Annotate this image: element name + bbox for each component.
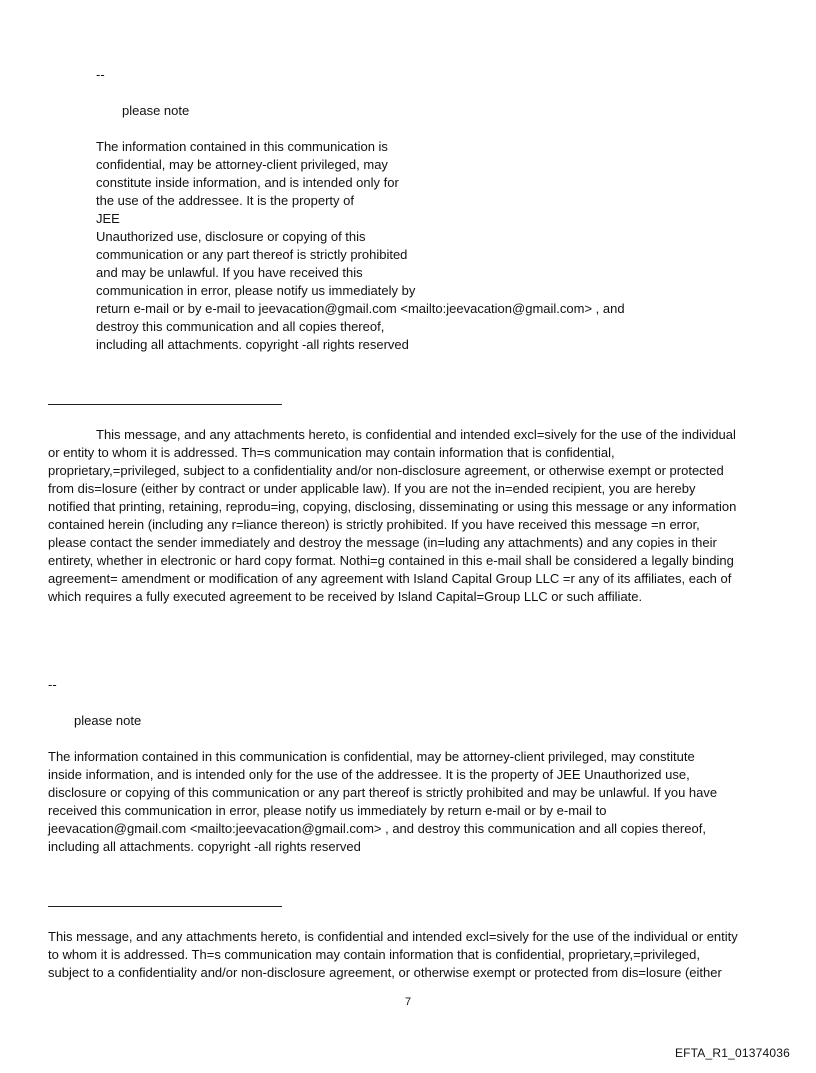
text-line: which requires a fully executed agreement to be received by Island Capital=Group LLC or such affiliate. xyxy=(48,589,643,604)
text-line: proprietary,=privileged, subject to a confidentiality and/or non-disclosure agreement, or otherwise exempt or protected xyxy=(48,463,724,478)
text-line: the use of the addressee. It is the property of xyxy=(96,193,354,208)
text-line: This message, and any attachments hereto, is confidential and intended excl=sively for the use of the individual or entity xyxy=(48,929,738,944)
separator-dashes: -- xyxy=(48,677,57,692)
text-line: destroy this communication and all copies thereof, xyxy=(96,319,385,334)
text-line-email: return e-mail or by e-mail to jeevacation@gmail.com <mailto:jeevacation@gmail.com> , and xyxy=(96,301,625,316)
text-line: The information contained in this communication is confidential, may be attorney-client privileged, may constitute xyxy=(48,749,695,764)
text-line-email: jeevacation@gmail.com <mailto:jeevacation@gmail.com> , and destroy this communication and all copies thereof, xyxy=(48,821,706,836)
text-line: constitute inside information, and is intended only for xyxy=(96,175,399,190)
text-line: agreement= amendment or modification of any agreement with Island Capital Group LLC =r any of its affiliates, each of xyxy=(48,571,732,586)
text-line: including all attachments. copyright -all rights reserved xyxy=(96,337,409,352)
text-line: to whom it is addressed. Th=s communication may contain information that is confidential, proprietary,=privileged, xyxy=(48,947,701,962)
text-line: from dis=losure (either by contract or under applicable law). If you are not the in=ended recipient, you are hereby xyxy=(48,481,696,496)
note-heading: please note xyxy=(74,713,142,728)
text-line: confidential, may be attorney-client privileged, may xyxy=(96,157,388,172)
horizontal-rule xyxy=(48,404,282,405)
text-line: disclosure or copying of this communication or any part thereof is strictly prohibited and may be unlawful. If you have xyxy=(48,785,718,800)
text-line: contained herein (including any r=liance thereon) is strictly prohibited. If you have received this message =n error, xyxy=(48,517,700,532)
text-line: notified that printing, retaining, reprodu=ing, copying, disclosing, disseminating or using this message or any information xyxy=(48,499,737,514)
text-line: inside information, and is intended only for the use of the addressee. It is the property of JEE Unauthorized use, xyxy=(48,767,690,782)
page-number: 7 xyxy=(404,996,412,1008)
text-line: The information contained in this communication is xyxy=(96,139,388,154)
text-line: please contact the sender immediately and destroy the message (in=luding any attachments) and any copies in their xyxy=(48,535,717,550)
text-line: JEE xyxy=(96,211,120,226)
document-id: EFTA_R1_01374036 xyxy=(674,1046,790,1060)
horizontal-rule xyxy=(48,906,282,907)
text-line: communication in error, please notify us immediately by xyxy=(96,283,416,298)
text-line: Unauthorized use, disclosure or copying of this xyxy=(96,229,366,244)
text-line: subject to a confidentiality and/or non-disclosure agreement, or otherwise exempt or protected from dis=losure (either xyxy=(48,965,722,980)
text-line: This message, and any attachments hereto, is confidential and intended excl=sively for the use of the individual xyxy=(96,427,736,442)
text-line: and may be unlawful. If you have received this xyxy=(96,265,363,280)
separator-dashes: -- xyxy=(96,67,105,82)
text-line: including all attachments. copyright -all rights reserved xyxy=(48,839,361,854)
text-line: communication or any part thereof is strictly prohibited xyxy=(96,247,408,262)
text-line: or entity to whom it is addressed. Th=s communication may contain information that is confidential, xyxy=(48,445,615,460)
text-line: received this communication in error, please notify us immediately by return e-mail or by e-mail to xyxy=(48,803,607,818)
note-heading: please note xyxy=(122,103,190,118)
text-line: entirety, whether in electronic or hard copy format. Nothi=g contained in this e-mail shall be considered a legally binding xyxy=(48,553,734,568)
